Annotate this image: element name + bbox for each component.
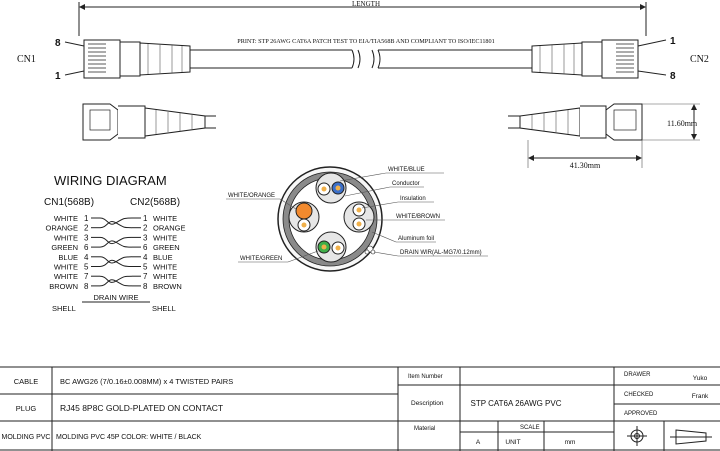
wire-left-color: WHITE <box>53 233 78 243</box>
approved-label: APPROVED <box>624 411 658 417</box>
wire-left-pin: 5 <box>84 262 89 272</box>
label-drain-wire: DRAIN WIR(AL-MG7/0.12mm) <box>400 250 482 256</box>
molding-value: MOLDING PVC 45P COLOR: WHITE / BLACK <box>56 434 202 441</box>
material-label: Material <box>414 426 436 432</box>
drawer-value: Yuko <box>692 375 708 382</box>
cn2-label: CN2 <box>690 54 709 65</box>
twisted-pair <box>100 241 132 247</box>
twisted-pair <box>100 280 132 286</box>
cable-cross-section <box>226 167 488 271</box>
wire-left-color: WHITE <box>53 262 78 272</box>
label-conductor: Conductor <box>392 181 420 187</box>
wire-right-color: WHITE <box>153 262 178 272</box>
wire-right-pin: 8 <box>143 281 148 291</box>
wire-right-pin: 2 <box>143 223 148 233</box>
width-label: 41.30mm <box>569 161 601 170</box>
wire-left-pin: 6 <box>84 243 89 253</box>
checked-value: Frank <box>691 393 709 400</box>
projection-symbol-icon <box>627 426 647 446</box>
wire-right-pin: 1 <box>143 214 148 223</box>
label-white-blue: WHITE/BLUE <box>388 167 425 173</box>
wire-left-color: ORANGE <box>45 223 78 233</box>
cn1-pin-bottom: 1 <box>55 71 61 82</box>
height-label: 11.60mm <box>667 119 698 128</box>
unit-label: UNIT <box>505 439 521 446</box>
wire-right-pin: 6 <box>143 243 148 253</box>
wire-left-color: BROWN <box>49 281 78 291</box>
wire-left-pin: 7 <box>84 272 89 282</box>
wire-right-pin: 3 <box>143 233 148 243</box>
wire-right-color: BLUE <box>153 252 173 262</box>
wire-left-color: WHITE <box>53 214 78 223</box>
wire-right-color: ORANGE <box>153 223 186 233</box>
checked-label: CHECKED <box>624 392 654 398</box>
wire-right-pin: 5 <box>143 262 148 272</box>
label-aluminum-foil: Aluminum foil <box>398 236 435 242</box>
left-plug-profile <box>83 104 216 140</box>
cable-value: BC AWG26 (7/0.16±0.008MM) x 4 TWISTED PAIRS <box>60 377 234 386</box>
molding-label: MOLDING PVC <box>1 434 51 441</box>
cable-right <box>372 50 532 68</box>
cable-left <box>190 50 360 68</box>
cn1-connector <box>17 38 190 82</box>
wire-left-pin: 4 <box>84 252 89 262</box>
wire-left-pin: 3 <box>84 233 89 243</box>
scale-value: A <box>475 439 481 446</box>
wire-white-orange <box>296 203 312 231</box>
cn2-pin-bottom: 8 <box>670 71 676 82</box>
shell-left: SHELL <box>52 304 76 313</box>
cn1-label: CN1 <box>17 54 36 65</box>
label-white-brown: WHITE/BROWN <box>396 214 440 220</box>
length-label: LENGTH <box>352 0 380 8</box>
description-label: Description <box>411 400 444 407</box>
plug-label: PLUG <box>15 404 37 413</box>
wire-left-pin: 2 <box>84 223 89 233</box>
drain-wire-label: DRAIN WIRE <box>93 293 139 302</box>
wire-right-color: WHITE <box>153 272 178 282</box>
scale-label: SCALE <box>520 425 540 431</box>
cable-label: CABLE <box>13 377 39 386</box>
drawer-label: DRAWER <box>624 372 651 378</box>
print-text: PRINT: STP 26AWG CAT6A PATCH TEST TO EIA/TIA568B AND COMPLIANT TO ISO/IEC11801 <box>237 38 495 45</box>
title-block <box>398 367 720 451</box>
twisted-pair <box>100 221 132 227</box>
height-dimension <box>642 104 700 140</box>
plug-value: RJ45 8P8C GOLD-PLATED ON CONTACT <box>60 403 224 413</box>
cn2-pin-top: 1 <box>670 36 676 47</box>
label-white-green: WHITE/GREEN <box>240 256 283 262</box>
wiring-rows <box>45 214 185 291</box>
wire-left-pin: 8 <box>84 281 89 291</box>
wire-left-color: BLUE <box>58 252 78 262</box>
wire-right-color: WHITE <box>153 214 178 223</box>
label-white-orange: WHITE/ORANGE <box>228 193 276 199</box>
wire-right-pin: 7 <box>143 272 148 282</box>
taper-symbol-icon <box>670 430 712 444</box>
cn1-header: CN1(568B) <box>44 197 95 208</box>
unit-value: mm <box>564 439 576 446</box>
shell-right: SHELL <box>152 304 176 313</box>
item-number-label: Item Number <box>408 374 443 380</box>
wire-right-color: GREEN <box>153 243 180 253</box>
wiring-diagram <box>44 173 186 313</box>
twisted-pair <box>100 260 132 266</box>
cn2-header: CN2(568B) <box>130 197 181 208</box>
wire-left-pin: 1 <box>84 214 89 223</box>
wire-left-color: WHITE <box>53 272 78 282</box>
length-dimension <box>79 0 646 36</box>
label-insulation: Insulation <box>400 196 426 202</box>
right-plug-profile <box>508 104 642 140</box>
description-value: STP CAT6A 26AWG PVC <box>470 399 562 408</box>
width-dimension <box>528 140 642 170</box>
cn2-connector <box>532 36 709 82</box>
spec-table <box>0 367 720 451</box>
wiring-title: WIRING DIAGRAM <box>54 173 167 188</box>
wire-right-color: WHITE <box>153 233 178 243</box>
wire-right-pin: 4 <box>143 252 148 262</box>
wire-left-color: GREEN <box>51 243 78 253</box>
wire-right-color: BROWN <box>153 281 182 291</box>
cn1-pin-top: 8 <box>55 38 61 49</box>
